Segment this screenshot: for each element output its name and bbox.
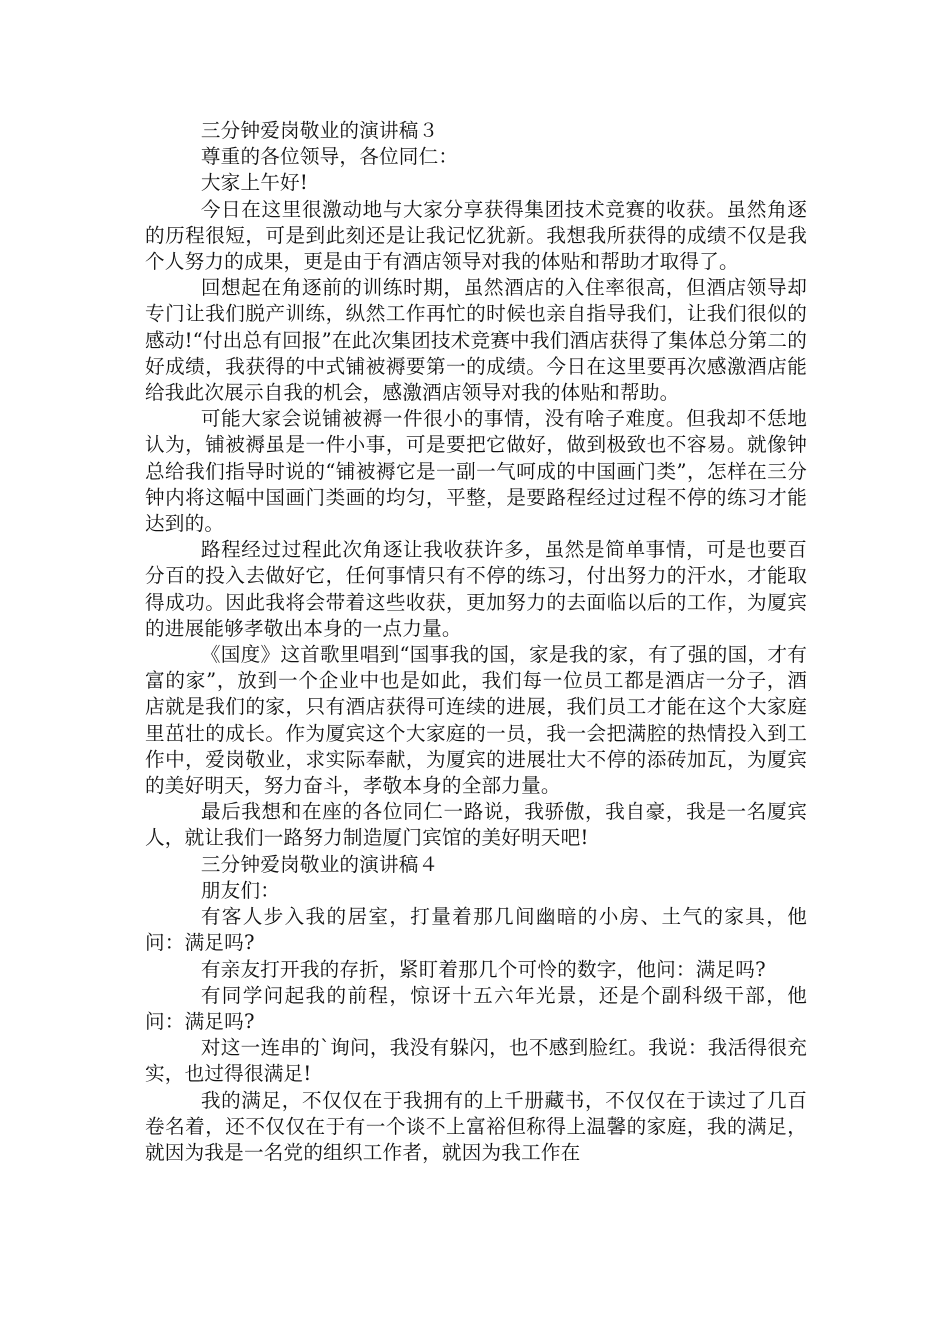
speech-title-4: 三分钟爱岗敬业的演讲稿４ <box>200 852 439 876</box>
salutation-line: 大家上午好! <box>200 171 308 195</box>
speech-title-3: 三分钟爱岗敬业的演讲稿３ <box>200 119 439 142</box>
body-paragraph: 回想起在角逐前的训练时期，虽然酒店的入住率很高，但酒店领导却专门让我们脱产训练，纵然工作再忙的时候也亲自指导我们，让我们很似的感动!“付出总有回报”在此次集团技术竞赛中我们酒店获得了集体总分第二的好成绩，我获得的中式铺被褥要第一的成绩。今日在这里要再次感激酒店能给我此次展示自我的机会，感激酒店领导对我的体贴和帮助。 <box>145 276 807 405</box>
body-paragraph: 今日在这里很激动地与大家分享获得集团技术竞赛的收获。虽然角逐的历程很短，可是到此刻还是让我记忆犹新。我想我所获得的成绩不仅是我个人努力的成果，更是由于有酒店领导对我的体贴和帮助才取得了。 <box>145 197 807 274</box>
body-paragraph: 我的满足，不仅仅在于我拥有的上千册藏书，不仅仅在于读过了几百卷名着，还不仅仅在于有一个谈不上富裕但称得上温馨的家庭，我的满足，就因为我是一名党的组织工作者，就因为我工作在 <box>145 1088 807 1164</box>
body-paragraph: 可能大家会说铺被褥一件很小的事情，没有啥子难度。但我却不恁地认为，铺被褥虽是一件小事，可是要把它做好，做到极致也不容易。就像钟总给我们指导时说的“铺被褥它是一副一气呵成的中国画门类”，怎样在三分钟内将这幅中国画门类画的均匀，平整，是要路程经过过程不停的练习才能达到的。 <box>145 407 807 536</box>
document-page <box>145 118 807 1166</box>
body-paragraph: 有客人步入我的居室，打量着那几间幽暗的小房、土气的家具，他问：满足吗? <box>145 905 807 955</box>
body-paragraph: 《国度》这首歌里唱到“国事我的国，家是我的家，有了强的国，才有富的家”，放到一个企业中也是如此，我们每一位员工都是酒店一分子，酒店就是我们的家，只有酒店获得可连续的进展，我们员工才能在这个大家庭里茁壮的成长。作为厦宾这个大家庭的一员，我一会把满腔的热情投入到工作中，爱岗敬业，求实际奉献，为厦宾的进展壮大不停的添砖加瓦，为厦宾的美好明天，努力奋斗，孝敬本身的全部力量。 <box>145 643 807 798</box>
body-paragraph: 有亲友打开我的存折，紧盯着那几个可怜的数字，他问：满足吗? <box>200 957 766 981</box>
body-paragraph: 最后我想和在座的各位同仁一路说，我骄傲，我自豪，我是一名厦宾人，就让我们一路努力制造厦门宾馆的美好明天吧! <box>145 800 807 850</box>
body-paragraph: 路程经过过程此次角逐让我收获许多，虽然是简单事情，可是也要百分百的投入去做好它，任何事情只有不停的练习，付出努力的汗水，才能取得成功。因此我将会带着这些收获，更加努力的去面临以后的工作，为厦宾的进展能够孝敬出本身的一点力量。 <box>145 538 807 640</box>
body-paragraph: 对这一连串的`询问，我没有躲闪，也不感到脸红。我说：我活得很充实，也过得很满足! <box>145 1036 807 1086</box>
greeting-line: 朋友们： <box>200 878 281 902</box>
greeting-line: 尊重的各位领导，各位同仁： <box>200 145 459 169</box>
body-paragraph: 有同学问起我的前程，惊讶十五六年光景，还是个副科级干部，他问：满足吗? <box>145 983 807 1033</box>
